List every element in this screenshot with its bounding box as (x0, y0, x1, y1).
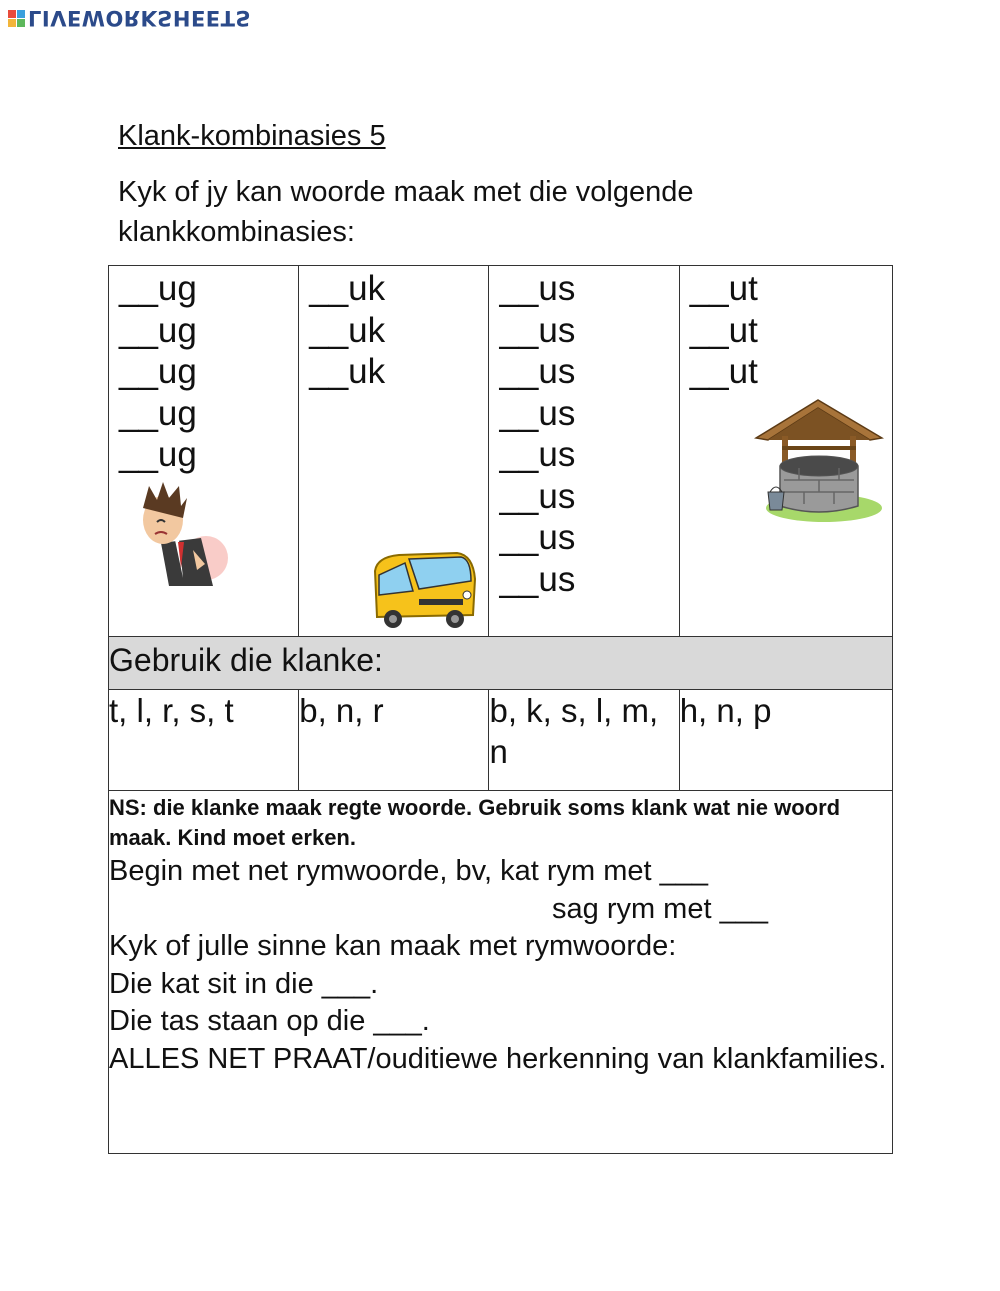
logo-text: LIVEWORKSHEETS (28, 6, 252, 30)
word-column-ut (679, 266, 892, 637)
man-backache-illustration (131, 478, 231, 588)
word-list-uk (299, 266, 488, 393)
word-blank[interactable]: __ug (119, 352, 197, 391)
note-line: Die kat sit in die ___. (109, 967, 379, 1000)
word-blank[interactable]: __us (499, 269, 576, 308)
letters-ug: t, l, r, s, t (109, 690, 299, 791)
note-line: Kyk of julle sinne kan maak met rymwoorde: (109, 930, 677, 962)
worksheet-table (108, 265, 893, 1154)
ns-note: NS: die klanke maak regte woorde. Gebruik soms klank wat nie woord maak. Kind moet erken. (109, 795, 841, 850)
word-list-ug (109, 266, 298, 476)
letters-ut: h, n, p (679, 690, 892, 791)
word-blank[interactable]: __uk (309, 310, 386, 350)
letters-uk: b, n, r (299, 690, 489, 791)
gebruik-row (109, 637, 893, 690)
word-blank[interactable]: __ug (119, 435, 197, 474)
word-blank[interactable]: __uk (309, 352, 386, 391)
word-blank[interactable]: __ug (119, 310, 197, 350)
word-blank[interactable]: __us (499, 518, 576, 557)
word-blank[interactable]: __us (499, 476, 576, 516)
gebruik-label: Gebruik die klanke: (109, 637, 893, 690)
letters-us: b, k, s, l, m, n (489, 690, 679, 791)
word-blank[interactable]: __ug (119, 269, 197, 308)
note-line: sag rym met ___ (552, 892, 768, 925)
word-blank[interactable]: __us (499, 352, 576, 391)
note-line: Begin met net rymwoorde, bv, kat rym met ___ (109, 855, 709, 887)
notes-cell (109, 791, 893, 1154)
letters-row (109, 690, 893, 791)
word-row (109, 266, 893, 637)
word-blank[interactable]: __us (499, 310, 576, 350)
bus-illustration (369, 551, 479, 631)
word-blank[interactable]: __us (499, 435, 576, 474)
word-list-us (489, 266, 678, 600)
note-line: Die tas staan op die ___. (109, 1005, 430, 1037)
word-column-uk (299, 266, 489, 637)
intro-text: Kyk of jy kan woorde maak met die volgende klankkombinasies: (118, 176, 694, 248)
liveworksheets-logo (8, 6, 251, 30)
word-blank[interactable]: __ut (689, 352, 758, 391)
word-blank[interactable]: __ug (119, 393, 197, 433)
word-column-us (489, 266, 679, 637)
word-blank[interactable]: __ut (689, 269, 758, 308)
word-list-ut (680, 266, 892, 393)
logo-blocks-icon (8, 10, 25, 27)
word-blank[interactable]: __ut (689, 310, 758, 350)
note-line: ALLES NET PRAAT/ouditiewe herkenning van klankfamilies. (109, 1042, 887, 1075)
page-title: Klank-kombinasies 5 (118, 120, 386, 152)
wishing-well-illustration (754, 396, 884, 524)
word-blank[interactable]: __us (499, 559, 576, 599)
word-blank[interactable]: __uk (309, 269, 386, 308)
word-column-ug (109, 266, 299, 637)
notes-row (109, 791, 893, 1154)
word-blank[interactable]: __us (499, 393, 576, 433)
